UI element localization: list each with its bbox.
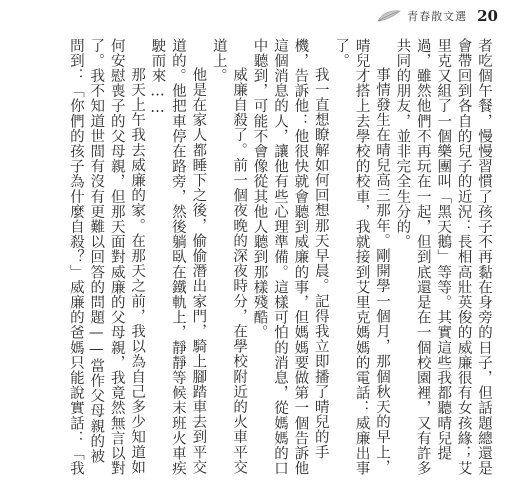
- paragraph-continuation: 者吃個午餐，慢慢習慣了孩子不再黏在身旁的日子，但話題總還是會帶回到各自的兒子的近況：長相高壯英俊的威廉很有女孩緣；艾里克又組了一個樂團叫「黑天鵝」等等。其實這些我都聽晴兒提過，雖然他們不再玩在一起，但到底還是在一個校園裡，又有許多共同的朋友，並非完全生分的。: [394, 38, 492, 476]
- vertical-text-body: [26, 38, 494, 478]
- paragraph: 那天上午我去威廉的家。在那天之前，我以為自己多少知道如何安慰喪子的父母親，但那天面對威廉的父母親，我竟然無言以對了。我不知道世間有沒有更難以回答的問題——當作父母親的被問到：「你們的孩子為什麼自殺？」威廉的爸媽只能說實話：「我: [67, 38, 146, 476]
- page-header: [377, 4, 498, 28]
- page-number: 20: [477, 7, 498, 25]
- running-head-title: 青春散文選: [407, 10, 468, 23]
- paragraph: 威廉自殺了。前一個夜晚的深夜時分，在學校附近的火車平交道上。: [210, 38, 248, 475]
- leaf-ornament-icon: [377, 9, 401, 23]
- paragraph: 他是在家人都睡下之後，偷偷潛出家門，騎上腳踏車去到平交道的。他把車停在路旁，然後躺臥在鐵軌上，靜靜等候末班火車疾駛而來……: [149, 38, 207, 476]
- paragraph: 事情發生在晴兒高三那年。剛開學一個月，那個秋天的早上，晴兒才搭上去學校的校車，我就接到艾里克媽媽的電話：威廉出事了。: [333, 38, 390, 476]
- paragraph: 我一直想瞭解如何回想那天早晨。記得我立即播了晴兒的手機，告訴他：他很快就會聽到威廉的事，但媽媽要做第一個告訴他這個消息的人，讓他有些心理準備。這樣可怕的消息，從媽媽的口中聽到，可能不會像從其他人聽到那樣殘酷。: [251, 38, 329, 476]
